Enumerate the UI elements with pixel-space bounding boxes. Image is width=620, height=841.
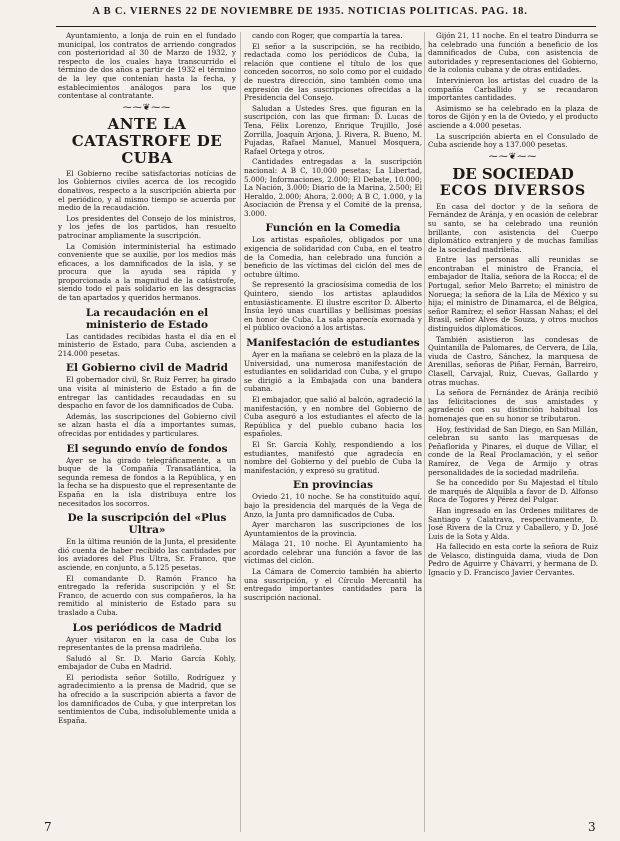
corner-mark-right: 3	[588, 820, 596, 834]
column-divider	[424, 32, 425, 832]
paragraph: Saludó al Sr. D. Mario García Kohly, embajador de Cuba en Madrid.	[58, 653, 236, 672]
paragraph: Las cantidades recibidas hasta el día en el ministerio de Estado, para Cuba, ascienden a 214.000 pesetas.	[58, 331, 236, 358]
ornament: ⁓⁓❦⁓⁓	[122, 102, 172, 113]
section-manifestacion	[244, 351, 422, 475]
section-funcion	[244, 236, 422, 333]
column-1	[58, 32, 236, 832]
paragraph: Saludan a Ustedes Sres. que figuran en la suscripción, con las que firman: D. Lucas de Tena, Félix Lorenzo, Enrique Trujillo, José Zorrilla, Joaquín Arjona, J. Rivera, R. Bueno, M. Pujadas, Rafael Manuel, Manuel Mosquera, Rafael Ortega y otros.	[244, 103, 422, 156]
column-2	[244, 32, 422, 832]
paragraph: El señor a la suscripción, se ha recibido, redactada como los periódicos de Cuba, la relación que contiene el título de los que conceden socorros, no solo como por el cuidado de nuestra dirección, sino también como una expresión de las suscripciones ofrecidas a la Presidencia del Consejo.	[244, 41, 422, 103]
paragraph: En casa del doctor y de la señora de Fernández de Aránja, y en ocasión de celebrar su santo, se ha celebrado una reunión brillante, con asistencia del Cuerpo diplomático extranjero y de muchas familias de la sociedad madrileña.	[428, 201, 598, 254]
heading-gobierno-civil: El Gobierno civil de Madrid	[66, 362, 228, 375]
page-header: A B C. VIERNES 22 DE NOVIEMBRE DE 1935. NOTICIAS POLITICAS. PAG. 18.	[92, 6, 528, 17]
paragraph: Ayer marcharon las suscripciones de los Ayuntamientos de la provincia.	[244, 520, 422, 538]
section-gobierno-civil	[58, 376, 236, 438]
col2-intro	[244, 32, 422, 218]
paragraph: Se representó la graciosísima comedia de los Quintero, siendo los artistas aplaudidos entusiásticamente. El ilustre escritor D. Alberto Insúa leyó unas cuartillas y bellísimas poesías en honor de Cuba. La sala aparecía exornada y el público ovacionó a los artistas.	[244, 280, 422, 333]
headline-ecos-diversos: ECOS DIVERSOS	[439, 182, 587, 199]
paragraph: Hoy, festividad de San Diego, en San Millán, celebran su santo las marquesas de Peñaflorida y Pinares, el duque de Villar, el conde de la Real Proclamación, y el señor Ramírez, de Vega de Armijo y otras personalidades de la sociedad madrileña.	[428, 424, 598, 477]
heading-provincias: En provincias	[293, 479, 373, 492]
section-periodicos	[58, 636, 236, 726]
paragraph: Ayuer visitaron en la casa de Cuba los representantes de la prensa madrileña.	[58, 634, 236, 653]
paragraph: El Gobierno recibe satisfactorias notícias de los Gobiernos civiles acerca de los recogido donativos, respecto a la suscripción abierta por el periódico, y al mismo tiempo se acuerda por medio de la recaudación.	[58, 168, 236, 213]
heading-plus-ultra: De la suscripción del «Plus Ultra»	[67, 512, 227, 537]
heading-periodicos: Los periódicos de Madrid	[72, 621, 222, 634]
paragraph: El comandante D. Ramón Franco ha entregado la referida suscripción y el Sr. Franco, de acuerdo con sus compañeros, la ha remitido al ministerio de Estado para su traslado a Cuba.	[58, 573, 236, 617]
paragraph: También asistieron las condesas de Quintanilla de Palomares, de Cervera, de Lila, viuda de Castro, Sánchez, la marquesa de Arenillas, señoras de Piñar, Fernán, Barreiro, Clasell, Carvajal, Ruiz, Cuevas, Gallardo y otras muchas.	[428, 334, 598, 387]
ornament: ⁓⁓❦⁓⁓	[488, 151, 538, 162]
paragraph: Han ingresado en las Ordenes militares de Santiago y Calatrava, respectivamente, D. José Rivera de la Cruz y Caballero, y D. José Luis de la Sota y Alda.	[428, 505, 598, 541]
col3-intro	[428, 32, 598, 150]
heading-manifestacion: Manifestación de estudiantes	[246, 337, 420, 349]
paragraph: Entre las personas allí reunidas se encontraban el ministro de Francia, el embajador de Italia, señora de la Rocca; el de Portugal, señor Melo Barreto; el ministro de Noruega; la señora de la Lila de México y su hija; el ministro de Dinamarca, el de Bélgica, señor Ramírez; el señor Hassan Nahas; el del Brasil, señor Alves de Souza, y otros muchos distinguidos diplomáticos.	[428, 255, 598, 334]
paragraph: Se ha concedido por Su Majestad el título de marqués de Alquibla a favor de D. Alfonso Roca de Togores y Pérez del Pulgar.	[428, 478, 598, 505]
paragraph: Asimismo se ha celebrado en la plaza de toros de Gijón y en la de Oviedo, y el producto asciende a 4.000 pesetas.	[428, 103, 598, 130]
col1-intro	[58, 32, 236, 101]
paragraph: El periodista señor Sotillo, Rodríguez y agradecimiento a la prensa de Madrid, que se ha ofrecido a la suscripción abierta a favor de los damnificados de Cuba, y que interpretan los sentimientos de Cuba, indisolublemente unida a España.	[58, 672, 236, 725]
section-plus-ultra	[58, 538, 236, 617]
paragraph: La suscripción abierta en el Consulado de Cuba asciende hoy a 137.000 pesetas.	[428, 131, 598, 150]
column-3	[428, 32, 598, 832]
corner-mark-left: 7	[44, 820, 52, 834]
paragraph: Los artistas españoles, obligados por una exigencia de solidaridad con Cuba, en el teatro de la Comedia, han celebrado una función a beneficio de las víctimas del ciclón del mes de octubre último.	[244, 235, 422, 279]
heading-recaudacion-estado: La recaudación en el ministerio de Estado	[85, 306, 209, 331]
paragraph: Cantidades entregadas a la suscripción nacional: A B C, 10.000 pesetas; La Libertad, 5.000; Informaciones, 2.000; El Debate, 10.000; La Nación, 3.000; Diario de la Marina, 2.500; El Heraldo, 2.000; Ahora, 2.000; A B C, 1.000, y la Asociación de Prensa y el Comité de la prensa, 3.000.	[244, 157, 422, 218]
section-recaudacion	[58, 333, 236, 359]
paragraph: La señora de Fernández de Aránja recibió las felicitaciones de sus amistades y agradeció con su distinción habitual los homenajes que en su honor se tributaron.	[428, 388, 598, 423]
paragraph: El Sr. García Kohly, respondiendo a los estudiantes, manifestó que agradecía en nombre del Gobierno y del pueblo de Cuba la manifestación, y expresó su gratitud.	[244, 439, 422, 475]
paragraph: Los presidentes del Consejo de los ministros, y los jefes de los partidos, han resuelto patrocinar ampliamente la suscripción.	[58, 213, 236, 240]
section-sociedad-1	[428, 203, 598, 424]
paragraph: La Comisión interministerial ha estimado conveniente que se auxilie, por los medios más eficaces, a los damnificados de la isla, y se procura que la ayuda sea rápida y proporcionada a la magnitud de la catástrofe, siendo todo el país solidario en las desgracias de tan apartados y queridos hermanos.	[58, 241, 236, 303]
paragraph: Málaga 21, 10 noche. El Ayuntamiento ha acordado celebrar una función a favor de las víctimas del ciclón.	[244, 539, 422, 566]
section-segundo-envio	[58, 457, 236, 509]
section-catastrofe	[58, 170, 236, 303]
heading-funcion-comedia: Función en la Comedia	[265, 222, 401, 235]
headline-de-sociedad: DE SOCIEDAD	[452, 164, 574, 183]
paragraph: Ayer en la mañana se celebró en la plaza de la Universidad, una numerosa manifestación de estudiantes en solidaridad con Cuba, y el grupo se dirigió a la Embajada con una bandera cubana.	[244, 350, 422, 394]
heading-segundo-envio: El segundo envío de fondos	[66, 442, 228, 455]
paragraph: El embajador, que salió al balcón, agradeció la manifestación, y en nombre del Gobierno de Cuba aseguró a los estudiantes el afecto de la República y del pueblo cubano hacia los españoles.	[244, 394, 422, 439]
paragraph: Ha fallecido en esta corte la señora de Ruiz de Velasco, distinguida dama, viuda de Don Pedro de Aguirre y Chávarri, y hermana de D. Ignacio y D. Francisco Javier Cervantes.	[428, 542, 598, 578]
paragraph: La Cámara de Comercio también ha abierto una suscripción, y el Círculo Mercantil ha entregado importantes cantidades para la suscripción nacional.	[244, 567, 422, 602]
paragraph: Oviedo 21, 10 noche. Se ha constituído aquí, bajo la presidencia del marqués de la Vega de Anzo, la Junta pro damnificados de Cuba.	[244, 492, 422, 519]
paragraph: Intervinieron los artistas del cuadro de la compañía Carballido y se recaudaron importantes cantidades.	[428, 75, 598, 103]
section-sociedad-2	[428, 426, 598, 578]
paragraph: Ayuntamiento, a lonja de ruin en el fundado municipal, los contratos de arriendo congrados con posterioridad al 30 de Marzo de 1932, y respecto de los cuales haya transcurrido el término de dos años a partir de 1932 el término de la ley que contenían hasta la fecha, y establecimientos análogos para los que contentase al contratante.	[58, 32, 236, 101]
paragraph: cando con Roger, que compartía la tarea.	[252, 32, 403, 40]
paragraph: Gijón 21, 11 noche. En el teatro Dindurra se ha celebrado una función a beneficio de los damnificados de Cuba, con asistencia de autoridades y representaciones del Gobierno, de la colonia cubana y de otras entidades.	[428, 32, 598, 75]
paragraph: Ayer se ha girado telegráficamente, a un buque de la Compañía Transatlántica, la segunda remesa de fondos a la República, y en la fecha se ha dispuesto que el representante de España en la isla distribuya entre los necesitados los socorros.	[58, 455, 236, 508]
section-provincias	[244, 493, 422, 602]
paragraph: En la última reunión de la Junta, el presidente dió cuenta de haber recibido las cantidades por los aviadores del Plus Ultra, Sr. Franco, que asciende, en conjunto, a 5.125 pesetas.	[58, 537, 236, 572]
paragraph: El gobernador civil, Sr. Ruiz Ferrer, ha girado una visita al ministerio de Estado a fin de entregar las cantidades recaudadas en su despacho en favor de los damnificados de Cuba.	[58, 375, 236, 411]
header-rule	[56, 26, 596, 27]
paragraph: Además, las suscripciones del Gobierno civil se alzan hasta el día a importantes sumas, ofrecidas por entidades y particulares.	[58, 411, 236, 438]
headline-catastrofe-cuba: ANTE LA CATASTROFE DE CUBA	[71, 114, 223, 167]
column-divider	[240, 32, 241, 832]
